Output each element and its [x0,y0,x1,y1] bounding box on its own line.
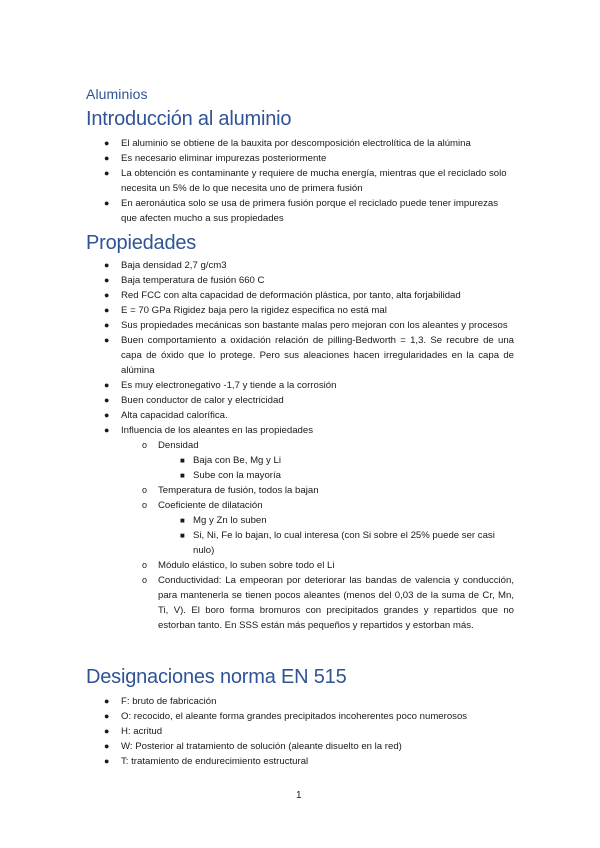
bullet-icon: ● [104,260,110,270]
bullet-icon: ● [104,168,110,178]
sub-sub-list-item: ■ Baja con Be, Mg y Li [180,455,281,466]
bullet-icon: ● [104,395,110,405]
sub-sub-list-item: ■ Si, Ni, Fe lo bajan, lo cual interesa (con Si sobre el 25% puede ser casi nulo) [180,530,495,556]
list-item: ● Red FCC con alta capacidad de deformación plástica, por tanto, alta forjabilidad [104,290,461,301]
bullet-icon: ● [104,410,110,420]
list-item: ● O: recocido, el aleante forma grandes precipitados incoherentes poco numerosos [104,711,468,722]
list-item: ● En aeronáutica solo se usa de primera fusión porque el reciclado puede tener impurezas que afecten mucho a sus propiedades [104,198,499,224]
bullet-icon: ● [104,380,110,390]
list-item: ● El aluminio se obtiene de la bauxita por descomposición electrolítica de la alúmina [104,138,471,149]
sub-list-item: o Conductividad: La empeoran por deteriorar las bandas de valencia y conducción, para mantenerla se tienen pocos aleantes (menos del 0,03 de la suma de Cr, Mn, Ti, V). El boro forma bromuros con precipitados grandes y repartidos que no estorban tanto. En SSS están más pequeños y repartidos y estorban más. [142,575,514,631]
circle-bullet-icon: o [142,485,148,495]
sub-list-item: o Temperatura de fusión, todos la bajan [142,485,319,496]
bullet-icon: ● [104,198,110,208]
square-bullet-icon: ■ [180,456,185,465]
circle-bullet-icon: o [142,560,148,570]
list-item: ● T: tratamiento de endurecimiento estructural [104,756,309,767]
heading-propiedades: Propiedades [86,232,197,254]
bullet-icon: ● [104,711,110,721]
list-item: ● Baja temperatura de fusión 660 C [104,275,265,286]
list-item: ● Influencia de los aleantes en las propiedades o Densidad ■ Baja con Be, Mg y Li ■ Sube con la mayoría o Temperatura de fusión, todos la bajan o Coeficiente de dilatación ■ Mg y Zn lo suben ■ Si, Ni, Fe lo bajan, lo cual interesa (con Si sobre el 25% puede ser casi nulo) o Módulo elástico, lo suben sobre todo el Li o Conductividad: La empeoran por deteriorar las bandas de valencia y conducción, para mantenerla se tienen pocos aleantes (menos del 0,03 de la suma de Cr, Mn, Ti, V). El boro forma bromuros con precipitados grandes y repartidos que no estorban tanto. En SSS están más pequeños y repartidos y estorban más. [86,423,514,633]
bullet-icon: ● [104,425,110,435]
list-item: ● H: acritud [104,726,163,737]
densidad-sublist [86,453,514,483]
square-bullet-icon: ■ [180,531,185,540]
bullet-icon: ● [104,335,110,345]
bullet-icon: ● [104,305,110,315]
square-bullet-icon: ■ [180,471,185,480]
sub-sub-list-item: ■ Mg y Zn lo suben [180,515,267,526]
document-kicker: Aluminios [86,86,148,102]
list-item: ● Es muy electronegativo -1,7 y tiende a la corrosión [104,380,337,391]
circle-bullet-icon: o [142,575,148,585]
list-item: ● Buen conductor de calor y electricidad [104,395,284,406]
bullet-icon: ● [104,153,110,163]
bullet-icon: ● [104,696,110,706]
list-item: ● La obtención es contaminante y requiere de mucha energía, mientras que el reciclado solo necesita un 5% de lo que necesita uno de primera fusión [104,168,507,194]
designaciones-list [86,694,514,769]
propiedades-list [86,258,514,633]
bullet-icon: ● [104,138,110,148]
sub-sub-list-item: ■ Sube con la mayoría [180,470,281,481]
bullet-icon: ● [104,741,110,751]
dilatacion-sublist [86,513,514,558]
list-item: ● Baja densidad 2,7 g/cm3 [104,260,227,271]
list-item: ● W: Posterior al tratamiento de solución (aleante disuelto en la red) [104,741,402,752]
list-item: ● Sus propiedades mecánicas son bastante malas pero mejoran con los aleantes y procesos [104,320,508,331]
intro-list [86,136,514,226]
bullet-icon: ● [104,290,110,300]
sub-list-item: o Módulo elástico, lo suben sobre todo el Li [142,560,335,571]
heading-introduccion: Introducción al aluminio [86,108,292,130]
bullet-icon: ● [104,275,110,285]
heading-designaciones: Designaciones norma EN 515 [86,666,347,688]
circle-bullet-icon: o [142,440,148,450]
aleantes-sublist [86,438,514,633]
bullet-icon: ● [104,726,110,736]
square-bullet-icon: ■ [180,516,185,525]
sub-list-item: o Densidad ■ Baja con Be, Mg y Li ■ Sube con la mayoría [86,438,514,483]
list-item: ● Buen comportamiento a oxidación relación de pilling-Bedworth = 1,3. Se recubre de una capa de óxido que lo protege. Pero sus aleaciones hacen irregularidades en la capa de alúmina [104,335,514,376]
list-item: ● Es necesario eliminar impurezas posteriormente [104,153,327,164]
page-number: 1 [296,790,302,801]
list-item: ● E = 70 GPa Rigidez baja pero la rigidez especifica no está mal [104,305,387,316]
circle-bullet-icon: o [142,500,148,510]
bullet-icon: ● [104,756,110,766]
bullet-icon: ● [104,320,110,330]
list-item: ● Alta capacidad calorífica. [104,410,228,421]
sub-list-item: o Coeficiente de dilatación ■ Mg y Zn lo suben ■ Si, Ni, Fe lo bajan, lo cual interesa (con Si sobre el 25% puede ser casi nulo) [86,498,514,558]
list-item: ● F: bruto de fabricación [104,696,217,707]
